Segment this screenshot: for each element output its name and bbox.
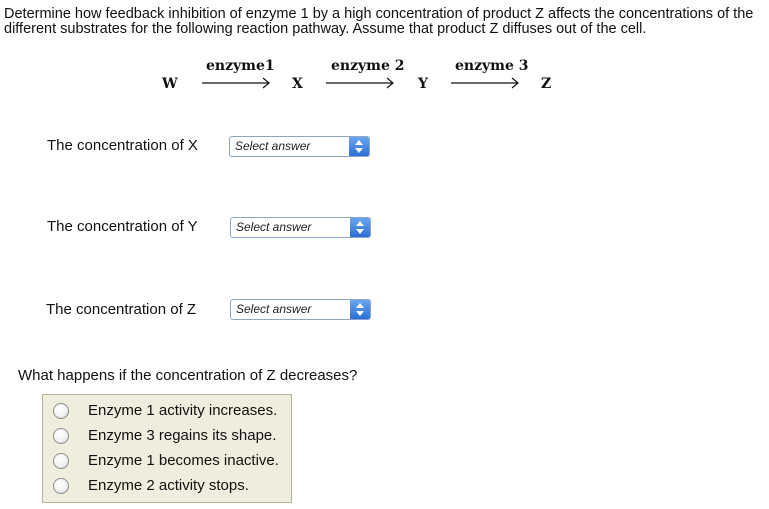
substrate-w: W	[162, 76, 178, 92]
concentration-y-label: The concentration of Y	[47, 218, 198, 235]
reaction-arrow-1	[202, 76, 272, 90]
select-value: Select answer	[236, 302, 312, 316]
concentration-x-label: The concentration of X	[47, 137, 198, 154]
answer-choices	[42, 394, 292, 503]
answer-option-text: Enzyme 1 activity increases.	[88, 402, 278, 419]
select-arrows-icon	[350, 300, 370, 319]
reaction-arrow-3	[451, 76, 521, 90]
radio-button-icon[interactable]	[53, 403, 69, 419]
reaction-pathway	[0, 0, 769, 110]
concentration-z-label: The concentration of Z	[46, 301, 197, 318]
concentration-x-select[interactable]	[229, 136, 370, 157]
radio-button-icon[interactable]	[53, 478, 69, 494]
product-z: Z	[541, 76, 552, 92]
enzyme-2-label: enzyme 2	[331, 58, 405, 74]
answer-option-text: Enzyme 3 regains its shape.	[88, 427, 277, 444]
enzyme-3-label: enzyme 3	[455, 58, 529, 74]
select-arrows-icon	[349, 137, 369, 156]
question-text: What happens if the concentration of Z decreases?	[18, 367, 358, 384]
instructions-text: Determine how feedback inhibition of enzyme 1 by a high concentration of product Z affects the concentrations of the different substrates for the following reaction pathway. Assume that product Z diffuses out of the cell.	[4, 6, 754, 37]
enzyme-1-label: enzyme1	[206, 58, 275, 74]
select-value: Select answer	[236, 220, 312, 234]
answer-option-3[interactable]	[43, 451, 291, 473]
concentration-y-select[interactable]	[230, 217, 371, 238]
select-arrows-icon	[350, 218, 370, 237]
select-value: Select answer	[235, 139, 311, 153]
radio-button-icon[interactable]	[53, 453, 69, 469]
answer-option-2[interactable]	[43, 426, 291, 448]
reaction-arrow-2	[326, 76, 396, 90]
answer-option-4[interactable]	[43, 476, 291, 498]
answer-option-text: Enzyme 1 becomes inactive.	[88, 452, 279, 469]
substrate-y: Y	[418, 76, 428, 92]
substrate-x: X	[292, 76, 303, 92]
radio-button-icon[interactable]	[53, 428, 69, 444]
answer-option-1[interactable]	[43, 401, 291, 423]
concentration-z-select[interactable]	[230, 299, 371, 320]
answer-option-text: Enzyme 2 activity stops.	[88, 477, 249, 494]
